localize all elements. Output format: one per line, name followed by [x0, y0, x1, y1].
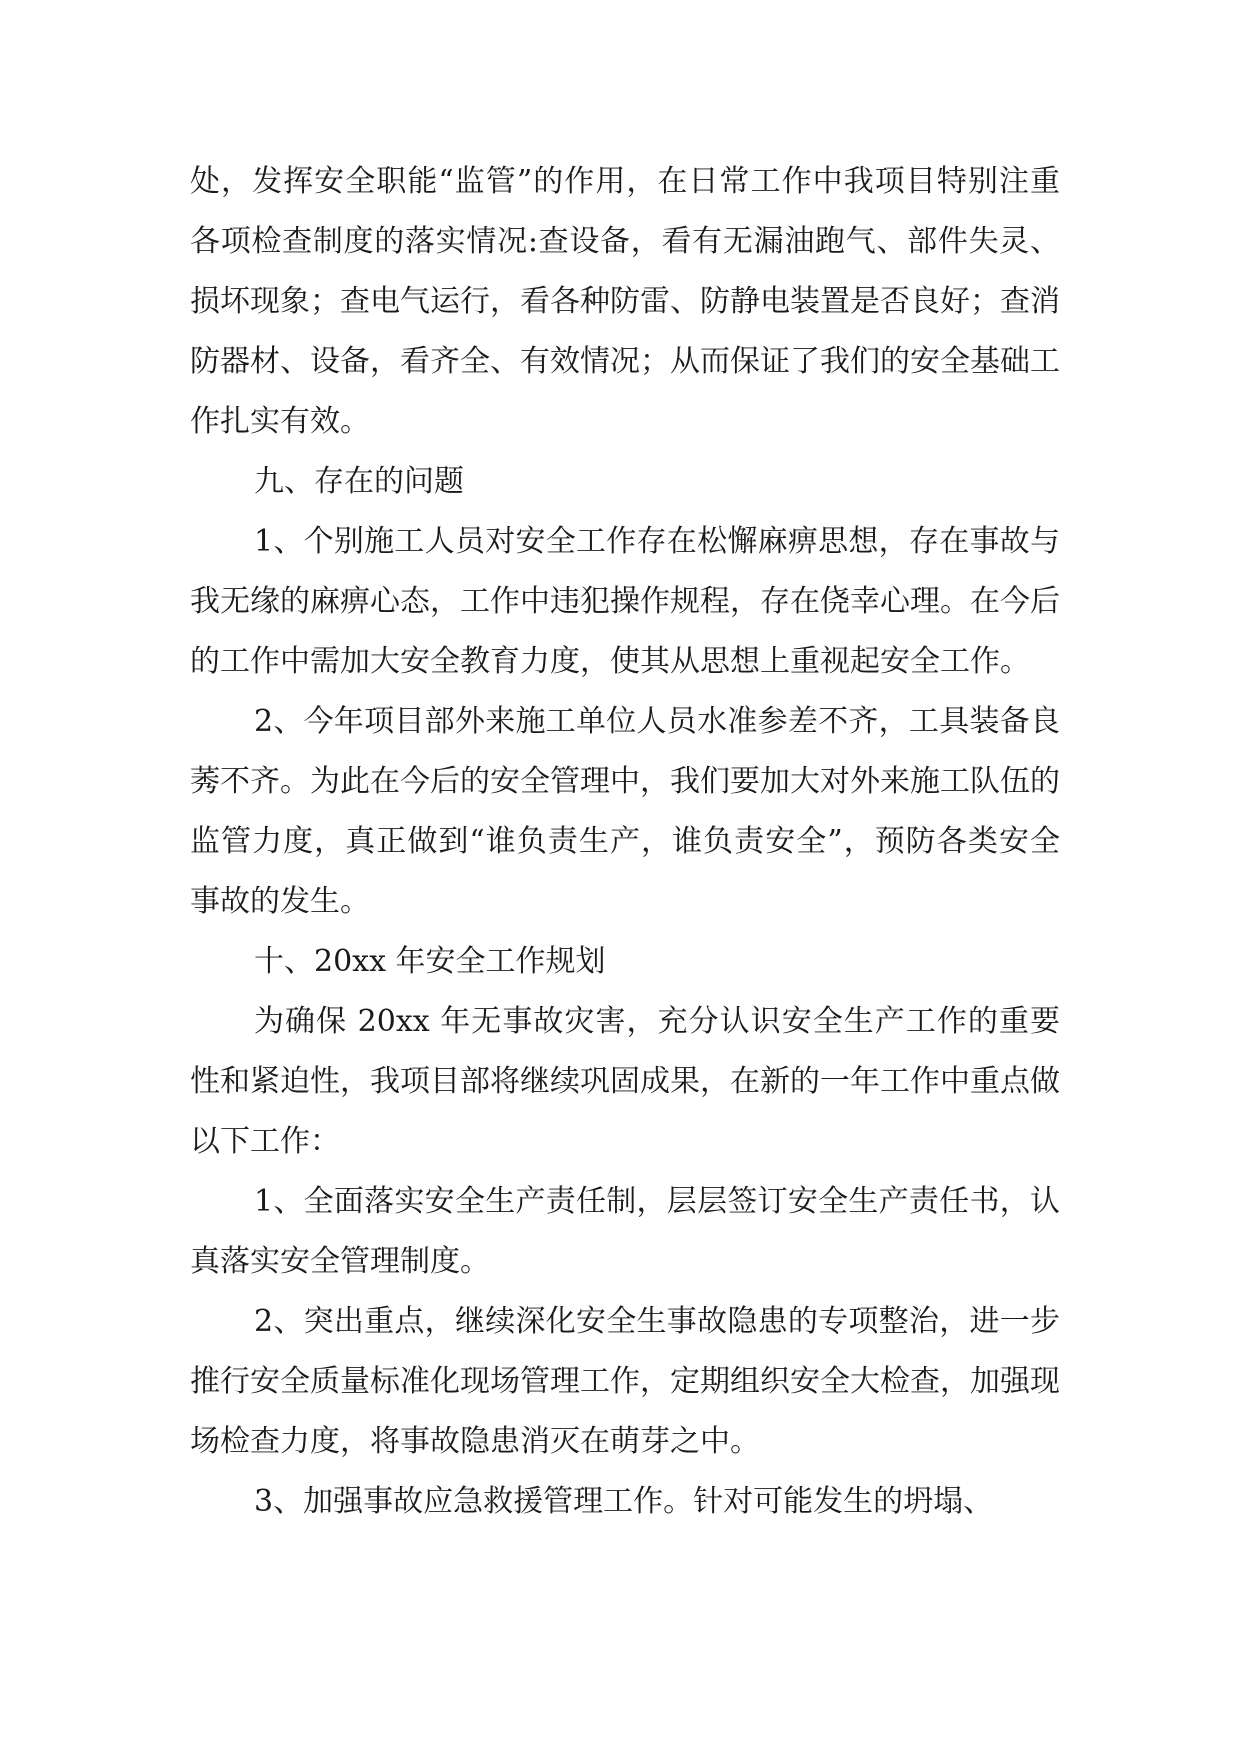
paragraph-plan-3: 3、加强事故应急救援管理工作。针对可能发生的坍塌、	[254, 1484, 994, 1519]
paragraph-plan-intro: 为确保 20xx 年无事故灾害，充分认识安全生产工作的重要性和紧迫性，我项目部将继续巩固成果，在新的一年工作中重点做以下工作：	[190, 1004, 1060, 1159]
paragraph-problem-1: 1、个别施工人员对安全工作存在松懈麻痹思想，存在事故与我无缘的麻痹心态，工作中违犯操作规程，存在侥幸心理。在今后的工作中需加大安全教育力度，使其从思想上重视起安全工作。	[190, 524, 1060, 679]
paragraph-problem-2: 2、今年项目部外来施工单位人员水准参差不齐，工具装备良莠不齐。为此在今后的安全管理中，我们要加大对外来施工队伍的监管力度，真正做到“谁负责生产，谁负责安全”，预防各类安全事故的发生。	[190, 704, 1060, 919]
section-heading-plan: 十、20xx 年安全工作规划	[254, 944, 606, 979]
paragraph-continuation: 处，发挥安全职能“监管”的作用，在日常工作中我项目特别注重各项检查制度的落实情况:查设备，看有无漏油跑气、部件失灵、损坏现象；查电气运行，看各种防雷、防静电装置是否良好；查消防器材、设备，看齐全、有效情况；从而保证了我们的安全基础工作扎实有效。	[190, 164, 1060, 439]
section-heading-problems: 九、存在的问题	[254, 464, 464, 499]
paragraph-plan-2: 2、突出重点，继续深化安全生事故隐患的专项整治，进一步推行安全质量标准化现场管理工作，定期组织安全大检查，加强现场检查力度，将事故隐患消灭在萌芽之中。	[190, 1304, 1060, 1459]
document-body	[190, 152, 1060, 1532]
paragraph-plan-1: 1、全面落实安全生产责任制，层层签订安全生产责任书，认真落实安全管理制度。	[190, 1184, 1060, 1279]
